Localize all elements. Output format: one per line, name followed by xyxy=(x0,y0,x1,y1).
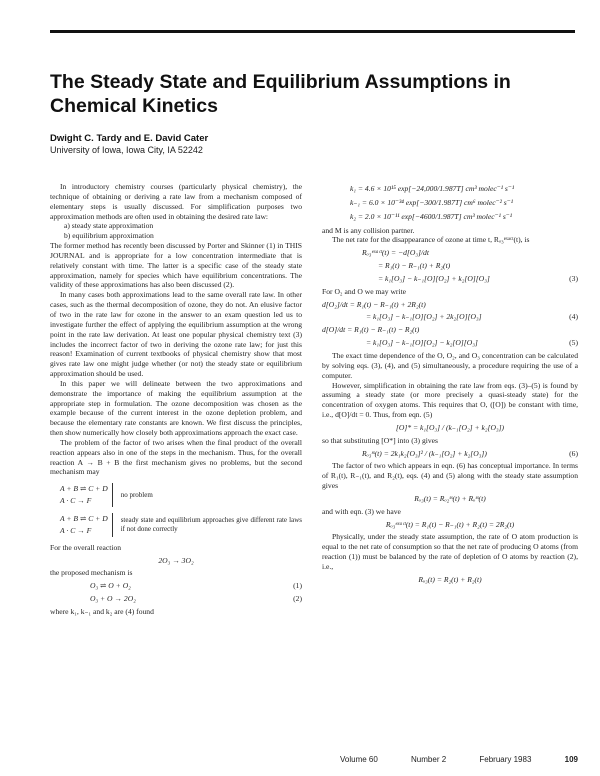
paragraph: and with eqn. (3) we have xyxy=(322,506,401,516)
mechanism-line: A + B ⇌ C + D xyxy=(60,484,108,494)
paragraph: The factor of two which appears in eqn. (6) has conceptual importance. In terms of R₁(t), R₋₁(t), and R₂(t), eqs. (4) and (5) along with the steady state assumption gives xyxy=(322,461,578,491)
issue-date: February 1983 xyxy=(479,755,532,764)
issue-number: Number 2 xyxy=(411,755,447,764)
equation-3a: Rₒ₃ᵉˣᵃᶜᵗ(t) = −d[O₃]/dt xyxy=(362,248,429,258)
equation-number: (5) xyxy=(569,338,578,348)
equation-balance: Rₒ₃(t) = R₂(t) + R₂(t) xyxy=(418,574,482,584)
equation-3c: = k₁[O₃] − k₋₁[O][O₂] + k₂[O][O₃] (3) xyxy=(378,273,578,283)
equation-number: (1) xyxy=(293,581,302,591)
rate-constant: k₋₁ = 6.0 × 10⁻³⁴ exp[−300/1.987T] cm⁶ molec⁻² s⁻¹ xyxy=(350,197,513,207)
equation-number: (2) xyxy=(293,594,302,604)
equation-sum: Rₒ₃(t) = Rₒ₂ˢˢ(t) + Rₒˢˢ(t) xyxy=(414,493,486,503)
equation-6: Rₒ₃ˢˢ(t) = 2k₁k₂[O₃]² / (k₋₁[O₂] + k₂[O₃]) (6) xyxy=(362,448,578,458)
equation-overall: 2O₃ → 3O₂ xyxy=(158,555,194,565)
paragraph: In many cases both approximations lead to the same overall rate law. In other cases, such as the thermal decomposition of ozone, they do not. An elusive factor of two in the rate law for ozone in the answer to an exam question led us to investigate further the effect of applying the equilibrium assumption at the wrong point in the rate law derivation. At least one popular physical chemistry text (3) includes the incorrect factor of two in deriving the ozone rate law; for just this reason! Examination of current textbooks of physical chemistry show that most gives rate law one might judge whether (or not) the steady state or equilibrium approximation should be used. xyxy=(50,290,302,379)
mechanism-note: no problem xyxy=(120,490,153,499)
paragraph: For the overall reaction xyxy=(50,542,122,552)
equation-4b: = k₁[O₃] − k₋₁[O][O₂] + 2k₂[O][O₃] (4) xyxy=(366,312,578,322)
mechanism-note: steady state and equilibrium approaches give different rate laws if not done correctly xyxy=(120,516,302,533)
paragraph: the proposed mechanism is xyxy=(50,568,133,578)
equation-3b: = R₁(t) − R₋₁(t) + R₂(t) xyxy=(378,261,451,271)
rate-constant: k₂ = 2.0 × 10⁻¹¹ exp[−4600/1.987T] cm³ molec⁻¹ s⁻¹ xyxy=(350,211,513,221)
paragraph: Physically, under the steady state assumption, the rate of O atom production is equal to the net rate of consumption so that the net rate of producing O atoms (from reaction (1)) must be balanced by the rate of depletion of O atoms by reaction (2), i.e., xyxy=(322,532,578,571)
mechanism-line: A · C → F xyxy=(60,525,92,535)
mechanism-line: A · C → F xyxy=(60,496,92,506)
page-number: 109 xyxy=(564,755,578,764)
equation-2: O₃ + O → 2O₂ (2) xyxy=(90,594,302,604)
paragraph: The net rate for the disappearance of ozone at time t, Rₒ₃ᵉˣᵃᶜᵗ(t), is xyxy=(332,235,530,245)
left-column xyxy=(50,182,302,617)
top-rule xyxy=(50,30,575,33)
mechanism-block-2 xyxy=(60,513,302,537)
article-title: The Steady State and Equilibrium Assumptions in Chemical Kinetics xyxy=(50,71,511,117)
paragraph: The problem of the factor of two arises when the final product of the overall reaction appears also in one of the steps in the mechanism. Thus, for the overall reaction A → B + B the first mechanism gives no problems, but the second mechanism may xyxy=(50,437,302,477)
equation-number: (6) xyxy=(569,448,578,458)
author-line: Dwight C. Tardy and E. David Cater xyxy=(50,133,209,144)
paragraph: The former method has recently been discussed by Porter and Skinner (1) in THIS JOURNAL and is appropriate for a low concentration intermediate that is relatively constant with time. The latter is a specific case of the steady state approximation, namely for species which have equilibrium concentrations. The validity of these approximations has also been discussed (2). xyxy=(50,241,302,290)
paragraph: and M is any collision partner. xyxy=(322,225,415,235)
rate-constants xyxy=(322,184,578,222)
page-footer xyxy=(340,755,578,764)
equation-1: O₃ ⇌ O + O₂ (1) xyxy=(90,581,302,591)
equation-5b: = k₁[O₃] − k₋₁[O][O₂] − k₂[O][O₃] (5) xyxy=(366,338,578,348)
paragraph: so that substituting [O*] into (3) gives xyxy=(322,435,439,445)
list-item: b) equilibrium approximation xyxy=(64,231,154,241)
paragraph: For O₂ and O we may write xyxy=(322,286,407,296)
equation-exact: Rₒ₃ᵉˣᵃᶜᵗ(t) = R₁(t) − R₋₁(t) + R₂(t) = 2R₂(t) xyxy=(385,519,515,529)
affiliation-line: University of Iowa, Iowa City, IA 52242 xyxy=(50,145,203,155)
volume: Volume 60 xyxy=(340,755,378,764)
right-column xyxy=(322,180,578,588)
list-item: a) steady state approximation xyxy=(64,221,154,231)
equation-5a: d[O]/dt = R₁(t) − R₋₁(t) − R₂(t) xyxy=(322,325,420,335)
equation-number: (3) xyxy=(569,273,578,283)
mechanism-block-1 xyxy=(60,483,302,507)
equation-4a: d[O₂]/dt = R₁(t) − R₋₁(t) + 2R₂(t) xyxy=(322,299,426,309)
mechanism-line: A + B ⇌ C + D xyxy=(60,514,108,523)
paragraph: In this paper we will delineate between the two approximations and demonstrate the importance of making the equilibrium assumption at the appropriate step in formulation. The ozone decomposition was chosen as the example because of the current interest in the ozone depletion problem, and because the elementary rate constants are known. We first discuss the principles, then show numerically how closely both approximations approach the exact case. xyxy=(50,378,302,438)
equation-steady-o: [O]* = k₁[O₃] / (k₋₁[O₂] + k₂[O₃]) xyxy=(395,422,505,432)
paragraph: The exact time dependence of the O, O₂, and O₃ concentration can be calculated by solving eqs. (3), (4), and (5) simultaneously, a procedure requiring the use of a computer. xyxy=(322,350,578,380)
equation-number: (4) xyxy=(569,312,578,322)
paragraph: In introductory chemistry courses (particularly physical chemistry), the technique of obtaining or deriving a rate law from a mechanism composed of elementary steps is usually discussed. For simplification purposes two approximation methods are often used in obtaining the desired rate law: xyxy=(50,182,302,221)
paragraph: where k₁, k₋₁ and k₂ are (4) found xyxy=(50,606,154,616)
paragraph: However, simplification in obtaining the rate law from eqs. (3)–(5) is found by assuming a steady state (or more precisely a quasi-steady state) for the concentration of oxygen atoms. This requires that O, ([O]) be constant with time, i.e., d[O]/dt = 0. Thus, from eqn. (5) xyxy=(322,380,578,420)
rate-constant: k₁ = 4.6 × 10¹⁵ exp[−24,000/1.987T] cm³ molec⁻¹ s⁻¹ xyxy=(350,184,515,193)
